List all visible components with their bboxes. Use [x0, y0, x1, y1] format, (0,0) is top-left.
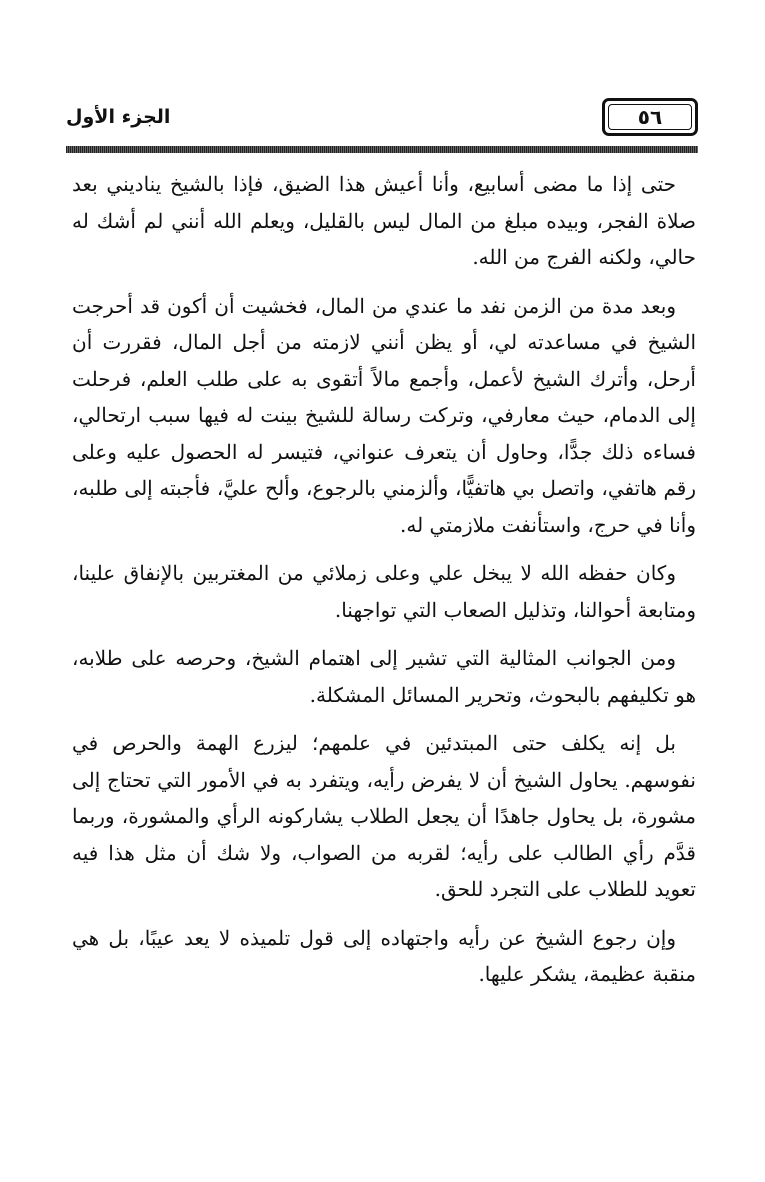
page-number: ٥٦ — [637, 105, 663, 129]
paragraph: وإن رجوع الشيخ عن رأيه واجتهاده إلى قول تلميذه لا يعد عيبًا، بل هي منقبة عظيمة، يشكر عليها. — [72, 925, 696, 986]
body-text — [72, 166, 696, 1005]
paragraph: بل إنه يكلف حتى المبتدئين في علمهم؛ ليزرع الهمة والحرص في نفوسهم. يحاول الشيخ أن لا يفرض رأيه، ويتفرد به في الأمور التي تحتاج إلى مشورة، بل يحاول جاهدًا أن يجعل الطلاب يشاركونه الرأي والمشورة، وربما قدَّم رأي الطالب على رأيه؛ لقربه من الصواب، ولا شك أن مثل هذا فيه تعويد للطلاب على التجرد للحق. — [72, 731, 696, 901]
paragraph: ومن الجوانب المثالية التي تشير إلى اهتمام الشيخ، وحرصه على طلابه، هو تكليفهم بالبحوث، وتحرير المسائل المشكلة. — [72, 646, 696, 707]
part-title: الجزء الأول — [66, 106, 171, 128]
header-rule — [66, 146, 698, 153]
paragraph: وبعد مدة من الزمن نفد ما عندي من المال، فخشيت أن أكون قد أحرجت الشيخ في مساعدته لي، أو يظن أنني لازمته من أجل المال، فقررت أن أرحل، وأترك الشيخ لأعمل، وأجمع مالاً أتقوى به على طلب العلم، فرحلت إلى الدمام، حيث معارفي، وتركت رسالة للشيخ بينت له فيها سبب ارتحالي، فساءه ذلك جدًّا، وحاول أن يتعرف عنواني، فتيسر له الحصول عليه وعلى رقم هاتفي، واتصل بي هاتفيًّا، وألزمني بالرجوع، وألح عليَّ، فأجبته إلى طلبه، وأنا في حرج، واستأنفت ملازمتي له. — [72, 293, 696, 537]
page-header — [66, 96, 698, 146]
page-number-frame — [602, 98, 698, 136]
paragraph: حتى إذا ما مضى أسابيع، وأنا أعيش هذا الضيق، فإذا بالشيخ يناديني بعد صلاة الفجر، وبيده مبلغ من المال ليس بالقليل، ويعلم الله أنني لم أشك له حالي، ولكنه الفرج من الله. — [72, 172, 696, 269]
paragraph: وكان حفظه الله لا يبخل علي وعلى زملائي من المغتربين بالإنفاق علينا، ومتابعة أحوالنا، وتذليل الصعاب التي تواجهنا. — [72, 561, 696, 622]
